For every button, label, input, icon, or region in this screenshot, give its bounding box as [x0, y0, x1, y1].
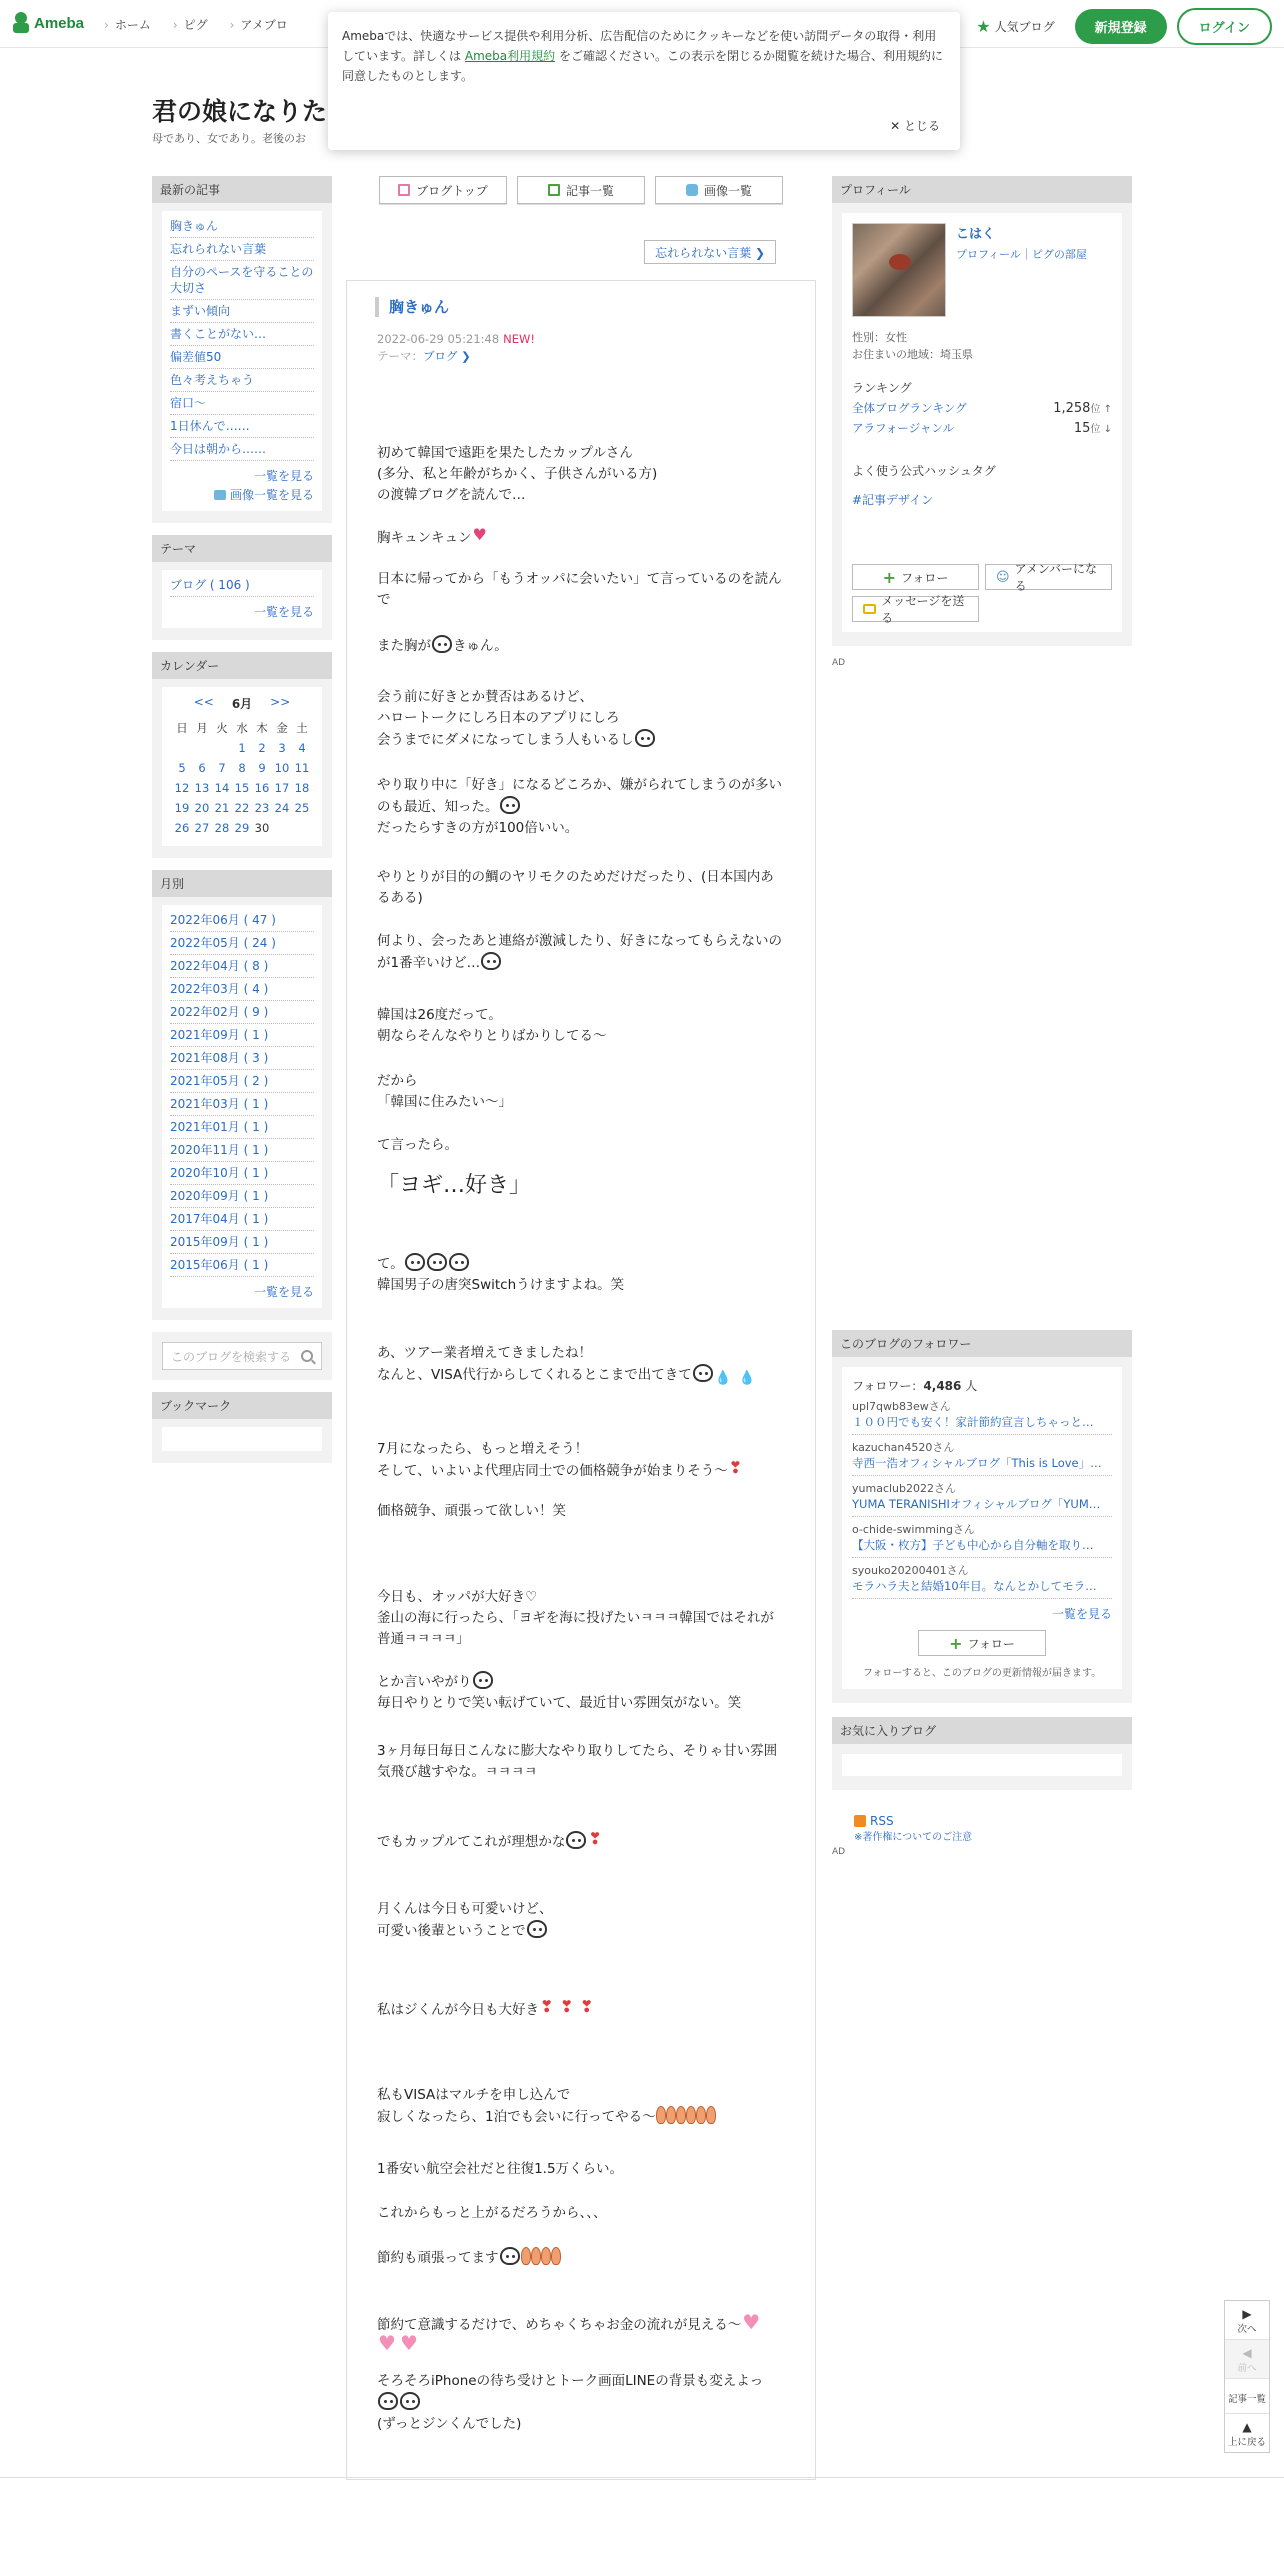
calendar-prev-link[interactable]: <<	[193, 695, 214, 709]
follower-blog-link[interactable]: 寺西一浩オフィシャルブログ「This is Love」…	[852, 1456, 1102, 1470]
image-list-link[interactable]	[170, 486, 314, 503]
profile-links[interactable]: プロフィール｜ピグの部屋	[956, 248, 1087, 261]
next-article-button[interactable]: 忘れられない言葉 ❯	[644, 240, 776, 264]
month-item[interactable]: 2022年04月 ( 8 )	[170, 955, 314, 978]
tube-icon	[706, 2106, 716, 2124]
next-button[interactable]	[1225, 2301, 1269, 2340]
right-sidebar	[832, 176, 1132, 1857]
face-emoji-icon	[635, 729, 655, 747]
ameba-logo[interactable]	[12, 12, 84, 34]
message-label: メッセージを送る	[881, 594, 965, 625]
new-badge: NEW!	[503, 332, 535, 346]
follow-label: フォロー	[901, 570, 949, 585]
article-title[interactable]: 胸きゅん	[375, 297, 815, 317]
face-emoji-icon	[432, 635, 452, 653]
prev-label: 前へ	[1237, 2363, 1257, 2374]
camera-icon	[686, 184, 698, 196]
triangle-up-icon: ▲	[1242, 2420, 1252, 2434]
calendar-day[interactable]: 16	[254, 781, 270, 795]
theme-item[interactable]: ブログ ( 106 )	[170, 574, 314, 597]
rss-label: RSS	[870, 1814, 894, 1828]
calendar-day[interactable]: 6	[198, 761, 206, 775]
tab-article-list[interactable]	[517, 176, 645, 204]
bookmark-heading: ブックマーク	[152, 1392, 332, 1419]
calendar-day[interactable]: 11	[294, 761, 310, 775]
next-label: 次へ	[1237, 2324, 1257, 2335]
sweat-drop-icon: 💧	[714, 1370, 732, 1386]
recent-item[interactable]: 書くことがない…	[170, 323, 314, 346]
month-item[interactable]: 2021年09月 ( 1 )	[170, 1024, 314, 1047]
profile-box	[832, 176, 1132, 646]
avatar[interactable]	[852, 223, 946, 317]
calendar-day	[172, 738, 192, 758]
paragraph: とか言いやがり 毎日やりとりで笑い転げていて、最近甘い雰囲気がない。笑	[377, 1671, 787, 1714]
month-item[interactable]: 2020年09月 ( 1 )	[170, 1185, 314, 1208]
paragraph: て。 韓国男子の唐突Switchうけますよね。笑	[377, 1253, 787, 1296]
tube-icon	[696, 2106, 706, 2124]
followers-more-link[interactable]: 一覧を見る	[1051, 1607, 1112, 1621]
followers-box	[832, 1330, 1132, 1703]
month-item[interactable]: 2015年06月 ( 1 )	[170, 1254, 314, 1277]
paragraph: 3ヶ月毎日毎日こんなに膨大なやり取りしてたら、そりゃ甘い雰囲気飛び越すやな。ㅋㅋㅋㅋ	[377, 1743, 778, 1780]
weekday: 水	[236, 721, 248, 735]
calendar-next-link[interactable]: >>	[270, 695, 291, 709]
cookie-text-after: をご確認ください。この表示を閉じるか閲覧を続けた場合、利用規約に同意したものとします。	[342, 49, 943, 83]
follower-blog-link[interactable]: モラハラ夫と結婚10年目。なんとかしてモラ…	[852, 1579, 1097, 1593]
month-item[interactable]: 2021年05月 ( 2 )	[170, 1070, 314, 1093]
face-emoji-icon	[527, 1920, 547, 1938]
follower-user: upl7qwb83ewさん	[852, 1400, 951, 1413]
face-emoji-icon	[449, 1253, 469, 1271]
ranking-row	[852, 400, 1112, 416]
signup-button[interactable]: 新規登録	[1075, 9, 1167, 44]
paragraph: て言ったら。	[377, 1137, 458, 1153]
follower-item[interactable]	[852, 1476, 1112, 1517]
weekday: 日	[176, 721, 188, 735]
nav-ameblo[interactable]: › アメブロ	[230, 16, 288, 33]
hashtag-link[interactable]: #記事デザイン	[852, 493, 934, 507]
heart-exclamation-icon	[580, 1999, 598, 2017]
tab-image-list[interactable]	[655, 176, 783, 204]
paragraph: これからもっと上がるだろうから、、、	[377, 2205, 607, 2221]
copyright-note-link[interactable]: ※著作権についてのご注意	[854, 1832, 973, 1843]
become-member-button[interactable]	[985, 562, 1112, 593]
image-icon	[214, 490, 226, 500]
member-icon: ☺	[996, 569, 1010, 585]
paragraph: 韓国は26度だって。 朝ならそんなやりとりばかりしてる〜	[377, 1007, 607, 1044]
star-icon: ★	[976, 17, 991, 36]
month-item[interactable]: 2021年01月 ( 1 )	[170, 1116, 314, 1139]
paragraph: 1番安い航空会社だと往復1.5万くらい。	[377, 2161, 624, 2177]
nav-home[interactable]: › ホーム	[104, 16, 151, 33]
follower-item[interactable]	[852, 1394, 1112, 1435]
profile-region: お住まいの地域：埼玉県	[852, 348, 973, 361]
tab-label: ブログトップ	[416, 183, 488, 198]
article-list-button[interactable]: 記事一覧	[1225, 2379, 1269, 2414]
calendar-day[interactable]: 23	[254, 801, 270, 815]
paragraph: 月くんは今日も可愛いけど、 可愛い後輩ということで	[377, 1901, 553, 1939]
calendar-day[interactable]: 7	[218, 761, 226, 775]
calendar-day[interactable]: 28	[214, 821, 230, 835]
recent-item[interactable]: 自分のペースを守ることの大切さ	[170, 261, 314, 300]
logo-text: Ameba	[34, 14, 85, 32]
calendar-day	[212, 738, 232, 758]
weekday: 月	[196, 721, 208, 735]
follower-count	[852, 1377, 1112, 1394]
profile-gender: 性別：女性	[852, 331, 907, 344]
follower-user: o-chide-swimmingさん	[852, 1523, 975, 1536]
calendar-day[interactable]: 20	[194, 801, 210, 815]
paragraph: 初めて韓国で遠距を果たしたカップルさん (多分、私と年齢がちかく、子供さんがいる方) の渡韓ブログを読んで…	[377, 445, 658, 503]
paragraph: 節約も頑張ってます	[377, 2247, 787, 2269]
heart-exclamation-icon	[588, 1831, 606, 1849]
calendar-day[interactable]: 29	[234, 821, 250, 835]
cookie-close-label: とじる	[903, 119, 940, 133]
face-emoji-icon	[481, 952, 501, 970]
face-emoji-icon	[693, 1364, 713, 1382]
search-placeholder: このブログを検索する	[171, 1349, 292, 1364]
nav-pigg[interactable]: › ピグ	[173, 16, 208, 33]
calendar-day	[272, 818, 292, 838]
image-list-label: 画像一覧を見る	[229, 488, 314, 502]
heart-exclamation-icon	[560, 1999, 578, 2017]
member-label: アメンバーになる	[1014, 562, 1098, 593]
blog-subtitle: 母であり、女であり。老後のお	[152, 132, 306, 145]
pink-heart-icon	[742, 2316, 762, 2332]
blog-search-box	[152, 1332, 332, 1380]
terms-link[interactable]: Ameba利用規約	[464, 49, 556, 63]
calendar-day[interactable]: 12	[174, 781, 190, 795]
follow-button[interactable]	[852, 564, 979, 590]
follower-item[interactable]	[852, 1558, 1112, 1599]
paragraph: やりとりが目的の鯛のヤリモクのためだけだったり、(日本国内あるある)	[377, 869, 774, 906]
favorites-box	[832, 1717, 1132, 1790]
calendar-day[interactable]: 2	[258, 741, 266, 755]
theme-label: テーマ：	[377, 349, 423, 363]
footer-divider	[0, 2477, 1284, 2478]
recent-item[interactable]: 宿口〜	[170, 392, 314, 415]
calendar-day[interactable]: 18	[294, 781, 310, 795]
face-emoji-icon	[378, 2392, 398, 2410]
pink-heart-icon	[400, 2337, 420, 2353]
blog-search-input[interactable]	[162, 1342, 322, 1370]
rank-unit: 位 ↑	[1090, 404, 1112, 415]
bookmark-box	[152, 1392, 332, 1463]
calendar-day[interactable]: 13	[194, 781, 210, 795]
global-nav	[104, 16, 288, 33]
paragraph: 会う前に好きとか賛否はあるけど、 ハロートークにしろ日本のアプリにしろ 会うまでにダメになってしまう人もいるし	[377, 687, 787, 751]
follower-item[interactable]	[852, 1435, 1112, 1476]
genre-rank-value: 15	[1073, 421, 1091, 436]
article-date: 2022-06-29 05:21:48	[377, 332, 500, 346]
ameba-logo-icon	[12, 12, 30, 34]
tube-icon	[656, 2106, 666, 2124]
calendar-day	[292, 818, 312, 838]
tube-icon	[676, 2106, 686, 2124]
follow-note: フォローすると、このブログの更新情報が届きます。	[862, 1668, 1102, 1679]
month-item[interactable]: 2020年11月 ( 1 )	[170, 1139, 314, 1162]
blog-top-icon	[398, 184, 410, 196]
calendar-day[interactable]: 27	[194, 821, 210, 835]
calendar-day[interactable]: 4	[298, 741, 306, 755]
pink-heart-icon	[378, 2337, 398, 2353]
calendar-day[interactable]: 25	[294, 801, 310, 815]
paragraph: 今日も、オッパが大好き♡ 釜山の海に行ったら、「ヨギを海に投げたいㅋㅋㅋ韓国ではそれが普通ㅋㅋㅋㅋ」	[377, 1589, 774, 1647]
login-button[interactable]: ログイン	[1177, 8, 1272, 45]
follower-user: kazuchan4520さん	[852, 1441, 955, 1454]
main-content	[346, 176, 816, 2432]
prev-button[interactable]	[1225, 2340, 1269, 2379]
weekday: 金	[276, 721, 288, 735]
genre-ranking-link[interactable]: アラフォージャンル	[852, 421, 955, 435]
paragraph: 私はジくんが今日も大好き❣❣❣	[377, 1999, 787, 2021]
heart-icon	[473, 527, 489, 545]
envelope-icon	[863, 604, 876, 614]
ranking-row	[852, 420, 1112, 436]
follower-count-value: 4,486	[923, 1379, 962, 1393]
follower-blog-link[interactable]: １００円でも安く！家計節約宣言しちゃっと…	[852, 1415, 1094, 1429]
bookmark-content	[162, 1427, 322, 1451]
send-message-button[interactable]	[852, 594, 979, 625]
month-item[interactable]: 2020年10月 ( 1 )	[170, 1162, 314, 1185]
hashtag-heading: よく使う公式ハッシュタグ	[852, 464, 996, 478]
followers-heading: このブログのフォロワー	[832, 1330, 1132, 1357]
month-item[interactable]: 2015年09月 ( 1 )	[170, 1231, 314, 1254]
recent-articles-box	[152, 176, 332, 523]
face-emoji-icon	[500, 796, 520, 814]
paragraph: また胸が きゅん。	[377, 635, 787, 657]
cookie-text-before: Amebaでは、快適なサービス提供や利用分析、広告配信のためにクッキーなどを使い訪問データの取得・利用しています。詳しくは	[342, 29, 937, 63]
recent-item[interactable]: 忘れられない言葉	[170, 238, 314, 261]
popular-label: 人気ブログ	[994, 20, 1055, 34]
article-list-icon	[548, 184, 560, 196]
face-emoji-icon	[427, 1253, 447, 1271]
recent-more-link[interactable]: 一覧を見る	[253, 469, 314, 483]
theme-box	[152, 535, 332, 640]
monthly-more-link[interactable]: 一覧を見る	[253, 1285, 314, 1299]
follower-user: syouko20200401さん	[852, 1564, 969, 1577]
sweat-drop-icon: 💧	[738, 1370, 756, 1386]
paragraph: 7月になったら、もっと増えそう！ そして、いよいよ代理店同士での価格競争が始まりそう〜❣	[377, 1439, 787, 1482]
tab-label: 記事一覧	[565, 183, 614, 198]
theme-heading: テーマ	[152, 535, 332, 562]
calendar-day[interactable]: 8	[238, 761, 246, 775]
recent-item[interactable]: 今日は朝から……	[170, 438, 314, 461]
calendar-day[interactable]: 21	[214, 801, 230, 815]
tube-icon	[551, 2247, 561, 2265]
triangle-right-icon: ▶	[1242, 2307, 1252, 2321]
paragraph: 価格競争、頑張って欲しい！笑	[377, 1503, 566, 1519]
overall-rank-value: 1,258	[1053, 401, 1091, 416]
recent-item[interactable]: まずい傾向	[170, 300, 314, 323]
tube-icon	[686, 2106, 696, 2124]
paragraph: そろそろiPhoneの待ち受けとトーク画面LINEの背景も変えよっ (ずっとジンくんでした)	[377, 2373, 764, 2432]
theme-more-link[interactable]: 一覧を見る	[253, 605, 314, 619]
follower-count-label: フォロワー：	[852, 1379, 924, 1393]
paragraph: 日本に帰ってから「もうオッパに会いたい」て言っているのを読んで	[377, 571, 782, 608]
monthly-heading: 月別	[152, 870, 332, 897]
follower-item[interactable]	[852, 1517, 1112, 1558]
rss-link[interactable]	[854, 1814, 1132, 1828]
follower-count-unit: 人	[965, 1379, 978, 1393]
month-item[interactable]: 2017年04月 ( 1 )	[170, 1208, 314, 1231]
article	[346, 280, 816, 2480]
article-theme-link[interactable]: ブログ ❯	[423, 349, 471, 363]
month-item[interactable]: 2022年02月 ( 9 )	[170, 1001, 314, 1024]
paragraph: でもカップルてこれが理想かな❣	[377, 1831, 787, 1853]
favorites-heading: お気に入りブログ	[832, 1717, 1132, 1744]
calendar-day[interactable]: 1	[238, 741, 246, 755]
calendar-day[interactable]: 15	[234, 781, 250, 795]
search-icon[interactable]	[301, 1350, 313, 1362]
cookie-notice	[328, 12, 960, 150]
tab-blog-top[interactable]	[379, 176, 507, 204]
weekday: 火	[216, 721, 228, 735]
triangle-left-icon: ◀	[1242, 2346, 1252, 2360]
follower-user: yumaclub2022さん	[852, 1482, 956, 1495]
overall-ranking-link[interactable]: 全体ブログランキング	[852, 401, 967, 415]
rss-icon	[854, 1815, 866, 1827]
cookie-close-button[interactable]	[890, 116, 940, 136]
favorites-content	[842, 1754, 1122, 1776]
blog-tabs	[346, 176, 816, 204]
blog-title[interactable]: 君の娘になりた	[152, 97, 328, 126]
calendar-day[interactable]: 3	[278, 741, 286, 755]
paragraph: あ、ツアー業者増えてきましたね！ なんと、VISA代行からしてくれるとこまで出てきて 💧 💧	[377, 1343, 787, 1386]
close-icon: ✕	[890, 119, 901, 133]
face-emoji-icon	[400, 2392, 420, 2410]
tube-icon	[521, 2247, 531, 2265]
ad-label: AD	[832, 1847, 846, 1857]
calendar-day[interactable]: 22	[234, 801, 250, 815]
profile-name[interactable]: こはく	[956, 227, 996, 242]
heart-exclamation-icon	[540, 1999, 558, 2017]
calendar-box	[152, 652, 332, 858]
back-to-top-button[interactable]	[1225, 2414, 1269, 2452]
calendar-table	[172, 718, 312, 838]
profile-heading: プロフィール	[832, 176, 1132, 203]
plus-icon: +	[949, 1633, 963, 1653]
calendar-day: 30	[254, 821, 270, 835]
follower-blog-link[interactable]: 【大阪・枚方】子ども中心から自分軸を取り…	[852, 1538, 1094, 1552]
recent-item[interactable]: 1日休んで……	[170, 415, 314, 438]
month-item[interactable]: 2022年05月 ( 24 )	[170, 932, 314, 955]
recent-item[interactable]: 色々考えちゃう	[170, 369, 314, 392]
paragraph: 胸キュンキュン♥	[377, 527, 787, 549]
follow-label: フォロー	[967, 1636, 1015, 1651]
recent-item[interactable]: 胸きゅん	[170, 215, 314, 238]
left-sidebar	[152, 176, 332, 1475]
weekday: 土	[296, 721, 308, 735]
calendar-day[interactable]: 5	[178, 761, 186, 775]
calendar-day[interactable]: 10	[274, 761, 290, 775]
face-emoji-icon	[566, 1831, 586, 1849]
rank-unit: 位 ↓	[1090, 424, 1112, 435]
face-emoji-icon	[405, 1253, 425, 1271]
paragraph: 私もVISAはマルチを申し込んで 寂しくなったら、1泊でも会いに行ってやる〜	[377, 2085, 787, 2128]
tab-label: 画像一覧	[703, 183, 752, 198]
calendar-day[interactable]: 24	[274, 801, 290, 815]
follow-button-bottom[interactable]	[918, 1630, 1046, 1656]
floating-nav	[1224, 2300, 1270, 2453]
face-emoji-icon	[473, 1671, 493, 1689]
follower-blog-link[interactable]: YUMA TERANISHIオフィシャルブログ「YUM…	[852, 1497, 1101, 1511]
article-meta	[377, 331, 815, 365]
tube-icon	[666, 2106, 676, 2124]
paragraph: やり取り中に「好き」になるどころか、嫌がられてしまうのが多いのも最近、知った。 だったらすきの方が100倍いい。	[377, 777, 782, 836]
ad-label: AD	[832, 658, 846, 668]
calendar-day[interactable]: 9	[258, 761, 266, 775]
heart-exclamation-icon	[729, 1460, 747, 1478]
weekday: 木	[256, 721, 268, 735]
calendar-month: 6月	[231, 697, 253, 711]
calendar-day	[192, 738, 212, 758]
recent-articles-heading: 最新の記事	[152, 176, 332, 203]
month-item[interactable]: 2022年03月 ( 4 )	[170, 978, 314, 1001]
paragraph-large: 「ヨギ…好き」	[377, 1173, 532, 1198]
monthly-box	[152, 870, 332, 1320]
paragraph: だから 「韓国に住みたい〜」	[377, 1073, 512, 1110]
calendar-day[interactable]: 17	[274, 781, 290, 795]
top-label: 上に戻る	[1227, 2437, 1266, 2448]
plus-icon: +	[882, 567, 896, 587]
month-item[interactable]: 2021年03月 ( 1 )	[170, 1093, 314, 1116]
month-item[interactable]: 2022年06月 ( 47 )	[170, 909, 314, 932]
calendar-day[interactable]: 26	[174, 821, 190, 835]
face-emoji-icon	[500, 2247, 520, 2265]
month-item[interactable]: 2021年08月 ( 3 )	[170, 1047, 314, 1070]
calendar-heading: カレンダー	[152, 652, 332, 679]
ranking-heading: ランキング	[852, 381, 912, 395]
recent-item[interactable]: 偏差値50	[170, 346, 314, 369]
tube-icon	[531, 2247, 541, 2265]
calendar-day[interactable]: 19	[174, 801, 190, 815]
tube-icon	[541, 2247, 551, 2265]
calendar-day[interactable]: 14	[214, 781, 230, 795]
paragraph: 何より、会ったあと連絡が激減したり、好きになってもらえないのが1番辛いけど…	[377, 933, 782, 971]
popular-blogs-link[interactable]	[976, 17, 1054, 36]
paragraph: 節約て意識するだけで、めちゃくちゃお金の流れが見える〜♥ ♥♥	[377, 2315, 787, 2357]
